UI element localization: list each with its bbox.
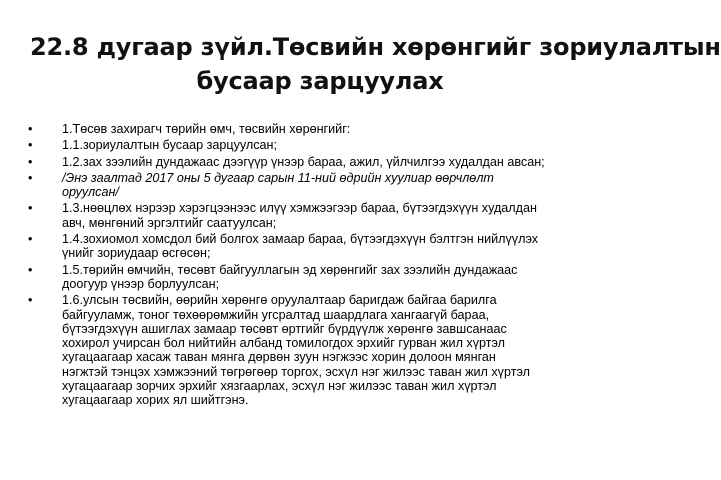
text-line: 1.2.зах зээлийн дундажаас дээгүүр үнээр бараа, ажил, үйлчилгээ худалдан авсан; bbox=[62, 154, 545, 169]
bullet-icon: • bbox=[28, 201, 33, 216]
list-item bbox=[28, 263, 618, 292]
list-item bbox=[28, 293, 618, 407]
amendment-note-text bbox=[62, 171, 618, 200]
list-item-text bbox=[62, 201, 618, 230]
list-item bbox=[28, 122, 618, 136]
list-item bbox=[28, 138, 618, 152]
text-line: байгууламж, тоног төхөөрөмжийн угсралтад шаардлага хангаагүй бараа, bbox=[62, 307, 490, 322]
text-line: доогуур үнээр борлуулсан; bbox=[62, 276, 220, 291]
bullet-icon: • bbox=[28, 138, 33, 153]
text-line: бүтээгдэхүүн ашиглах замаар төсөвт өртгийг бүрдүүлж хөрөнгө завшсанаас bbox=[62, 321, 507, 336]
text-line: нэгжтэй тэнцэх хэмжээний төгрөгөөр торгох, эсхүл нэг жилээс таван жил хүртэл bbox=[62, 364, 530, 379]
bullet-icon: • bbox=[28, 293, 33, 308]
list-item bbox=[28, 201, 618, 230]
text-line: оруулсан/ bbox=[62, 185, 119, 200]
list-item-text bbox=[62, 232, 618, 261]
list-item-text bbox=[62, 155, 618, 169]
bullet-icon: • bbox=[28, 122, 33, 136]
title-line: 22.8 дугаар зүйл.Төсвийн хөрөнгийг зориулалтын bbox=[30, 33, 721, 61]
title-line: бусаар зарцуулах bbox=[196, 67, 444, 95]
bullet-list bbox=[28, 122, 618, 410]
text-line: хугацаагаар хасаж таван мянга дөрвөн зуун нэгжээс хорин долоон мянган bbox=[62, 350, 496, 365]
text-line: үнийг зориудаар өсгөсөн; bbox=[62, 246, 211, 261]
text-line: 1.5.төрийн өмчийн, төсөвт байгууллагын эд хөрөнгийг зах зээлийн дундажаас bbox=[62, 262, 518, 277]
bullet-icon: • bbox=[28, 170, 33, 185]
text-line: хохирол учирсан бол нийтийн албанд томилогдох эрхийг гурван жил хүртэл bbox=[62, 336, 506, 351]
text-line: 1.1.зориулалтын бусаар зарцуулсан; bbox=[62, 138, 277, 153]
text-line: 1.Төсөв захирагч төрийн өмч, төсвийн хөрөнгийг: bbox=[62, 122, 351, 136]
list-item bbox=[28, 232, 618, 261]
list-item-text bbox=[62, 122, 618, 136]
text-line: 1.6.улсын төсвийн, өөрийн хөрөнгө оруулалтаар баригдаж байгаа барилга bbox=[62, 293, 497, 308]
list-item-text bbox=[62, 138, 618, 152]
slide-title bbox=[30, 30, 721, 98]
text-line: авч, мөнгөний эргэлтийг саатуулсан; bbox=[62, 215, 277, 230]
text-line: хугацаагаар зорчих эрхийг хязгаарлах, эсхүл нэг жилээс таван жил хүртэл bbox=[62, 379, 497, 394]
text-line: 1.3.нөөцлөх нэрээр хэрэгцээнээс илүү хэмжээгээр бараа, бүтээгдэхүүн худалдан bbox=[62, 201, 537, 216]
text-line: /Энэ заалтад 2017 оны 5 дугаар сарын 11-ний өдрийн хуулиар өөрчлөлт bbox=[62, 170, 494, 185]
bullet-icon: • bbox=[28, 232, 33, 247]
text-line: хугацаагаар хорих ял шийтгэнэ. bbox=[62, 393, 249, 408]
list-item-amendment-note bbox=[28, 171, 618, 200]
bullet-icon: • bbox=[28, 154, 33, 169]
list-item bbox=[28, 155, 618, 169]
list-item-text bbox=[62, 293, 618, 407]
text-line: 1.4.зохиомол хомсдол бий болгох замаар бараа, бүтээгдэхүүн бэлтгэн нийлүүлэх bbox=[62, 232, 539, 247]
bullet-icon: • bbox=[28, 262, 33, 277]
list-item-text bbox=[62, 263, 618, 292]
